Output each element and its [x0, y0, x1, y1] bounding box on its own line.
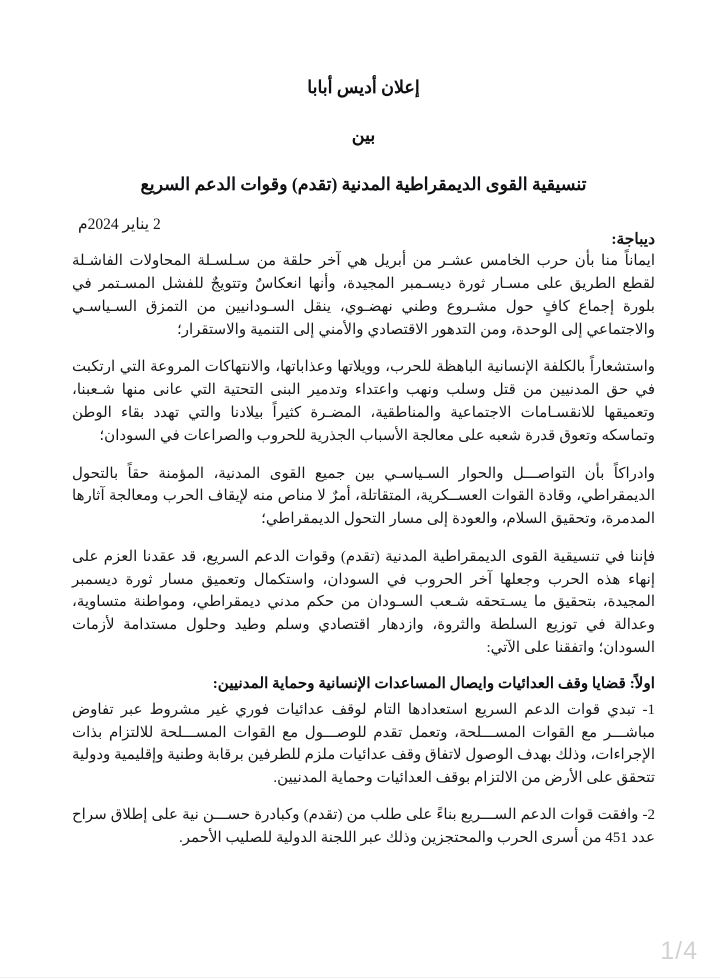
preamble-paragraph: واستشعاراً بالكلفة الإنسانية الباهظة للحرب، وويلاتها وعذاباتها، والانتهاكات المروعة التي ارتكبت في حق المدنيين من قتل وسلب ونهب واعتداء وتدمير البنى التحتية التي عانى منها شـعبنا، وتعميقها للانقسـامات الاجتماعية والمناطقية، المضـرة كثيراً بيلادنا والتي تهدد بقاء الوطن وتماسكه وتعوق قدرة شعبه على معالجة الأسباب الجذرية للحروب والصراعات في السودان؛ — [72, 359, 655, 444]
document-title-primary: إعلان أديس أبابا — [307, 77, 420, 97]
preamble-paragraph: ايماناً منا بأن حرب الخامس عشـر من أبريل هي آخر حلقة من سـلسـلة المحاولات الفاشـلة لقطع الطريق على مسـار ثورة ديسـمبر المجيدة، وأنها انعكاسٌ وتتويجٌ للفشل المسـتمر في بلورة إجماع كافٍ حول مشـروع وطني نهضـوي، ينقل السـودانيين من التمزق السـياسـي والاجتماعي إلى الوحدة، ومن التدهور الاقتصادي والأمني إلى التنمية والاستقرار؛ — [72, 253, 655, 338]
clause-item: 1- تبدي قوات الدعم السريع استعدادها التام لوقف عدائيات فوري غير مشروط عبر تفاوض مباشـــر مع القوات المســـلحة، وتعمل تقدم للوصـــول مع القوات المســـلحة للالتزام بذات الإجراءات، وذلك بهدف الوصول لاتفاق وقف عدائيات ملزم للطرفين برقابة وطنية وإقليمية ودولية تتحقق على الأرض من الالتزام بوقف العدائيات وحماية المدنيين. — [72, 701, 655, 787]
section-heading-first: اولاً: قضايا وقف العدائيات وايصال المساعدات الإنسانية وحماية المدنيين: — [212, 674, 655, 692]
document-title-parties: تنسيقية القوى الديمقراطية المدنية (تقدم) وقوات الدعم السريع — [140, 173, 587, 194]
preamble-paragraph: وادراكاً بأن التواصـــل والحوار السـياسـي بين جميع القوى المدنية، المؤمنة حقاً بالتحول الديمقراطي، وقادة القوات العســكرية، المتقاتلة، أمرٌ لا مناص منه لإيقاف الحرب ومعالجة آثارها المدمرة، وتحقيق السلام، والعودة إلى مسار التحول الديمقراطي؛ — [72, 465, 655, 528]
document-date: 2 يناير 2024م — [78, 216, 161, 234]
viewer-bottom-divider — [0, 977, 720, 978]
preamble-label: ديباجة: — [611, 231, 655, 249]
document-title-block — [72, 0, 655, 193]
page-counter: 1/4 — [660, 937, 698, 965]
clause-item: 2- وافقت قوات الدعم الســـريع بناءً على طلب من (تقدم) وكبادرة حســـن نية على إطلاق سراح عدد 451 من أسرى الحرب والمحتجزين وذلك عبر اللجنة الدولية للصليب الأحمر. — [72, 807, 655, 846]
preamble-paragraph: فإننا في تنسيقية القوى الديمقراطية المدنية (تقدم) وقوات الدعم السريع، قد عقدنا العزم على إنهاء هذه الحرب وجعلها آخر الحروب في السودان، واستكمال وتعميق مسار ثورة ديسمبر المجيدة، بتحقيق ما يسـتحقه شـعب السـودان من حكم مدني ديمقراطي، ومواطنة متساوية، وعدالة في توزيع السلطة والثروة، وازدهار اقتصادي وسلم وطيد وحلول مستدامة لأزمات السودان؛ واتفقنا على الآتي: — [72, 548, 655, 657]
document-title-conjunction: بين — [351, 125, 376, 146]
